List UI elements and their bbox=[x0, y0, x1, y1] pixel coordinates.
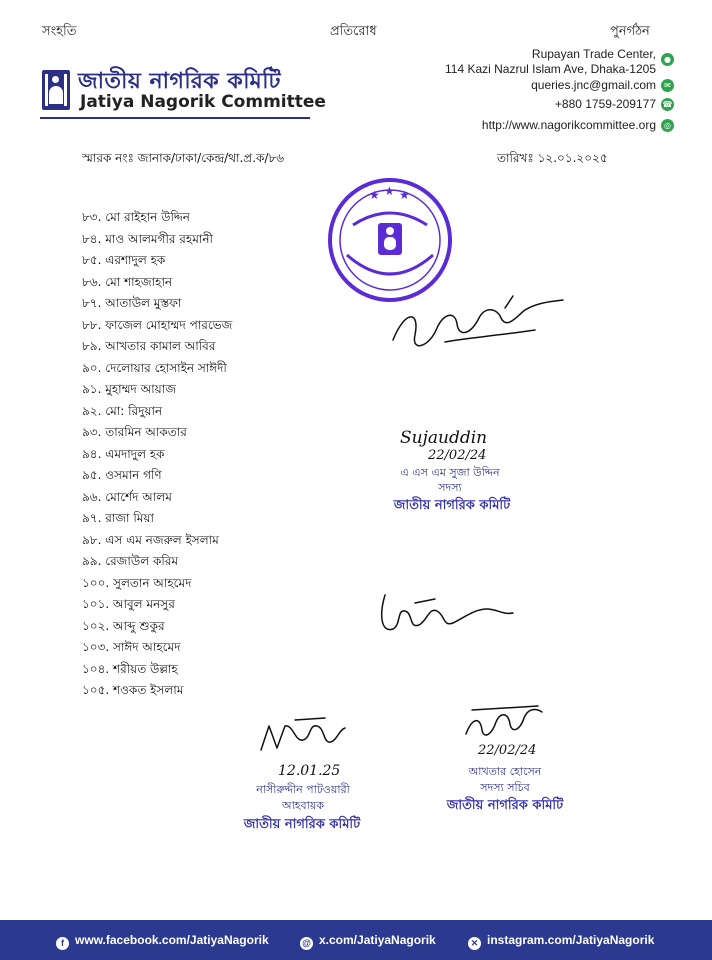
x-link[interactable] bbox=[300, 933, 436, 950]
svg-text:★: ★ bbox=[369, 188, 380, 202]
secretary-name: আখতার হোসেন bbox=[468, 765, 542, 778]
memo-date: তারিখঃ ১২.০১.২০২৫ bbox=[497, 151, 608, 165]
list-item: ১০০. সুলতান আহমেদ bbox=[82, 575, 192, 590]
org-logo-icon bbox=[42, 70, 70, 110]
list-item: ৯৯. রেজাউল করিম bbox=[82, 554, 179, 568]
list-item: ৯০. দেলোয়ার হোসাইন সাঈদী bbox=[82, 360, 227, 375]
list-item: ৮৪. মাও আলমগীর রহমানী bbox=[82, 231, 213, 246]
email-link[interactable]: queries.jnc@gmail.com bbox=[531, 78, 656, 92]
facebook-icon: f bbox=[56, 937, 69, 950]
facebook-link[interactable] bbox=[56, 933, 269, 950]
org-name-bangla: জাতীয় নাগরিক কমিটি bbox=[78, 69, 282, 94]
list-item: ৮৩. মো রাইহান উদ্দিন bbox=[82, 210, 190, 224]
list-item: ৮৯. আখতার কামাল আবির bbox=[82, 339, 216, 353]
address-line-1: Rupayan Trade Center, bbox=[531, 47, 656, 61]
motto-unity: সংহতি bbox=[42, 24, 77, 39]
list-item: ৯২. মো: রিদুয়ান bbox=[82, 403, 163, 418]
convener-name: নাসীরুদ্দীন পাটওয়ারী bbox=[256, 783, 350, 796]
convener-sign-date: 12.01.25 bbox=[278, 763, 341, 779]
signature-3 bbox=[375, 585, 520, 645]
list-item: ৯৩. তারমিন আকতার bbox=[82, 425, 187, 439]
list-item: ১০৩. সাঈদ আহমেদ bbox=[82, 640, 181, 654]
x-label: x.com/JatiyaNagorik bbox=[319, 933, 436, 947]
list-item: ৯৫. ওসমান গণি bbox=[82, 468, 162, 482]
member-role: সদস্য bbox=[438, 481, 462, 494]
member-stamp-org: জাতীয় নাগরিক কমিটি bbox=[393, 498, 511, 513]
members-list bbox=[82, 207, 232, 702]
list-item: ৯১. মুহাম্মদ আয়াজ bbox=[82, 382, 176, 396]
instagram-link[interactable] bbox=[468, 933, 654, 950]
secretary-role: সদস্য সচিব bbox=[480, 781, 530, 794]
svg-text:★: ★ bbox=[384, 184, 395, 198]
phone-number[interactable]: +880 1759-209177 bbox=[554, 97, 656, 111]
list-item: ১০১. আবুল মনসুর bbox=[82, 597, 175, 611]
motto-resistance: প্রতিরোধ bbox=[330, 24, 377, 39]
footer-bar bbox=[0, 920, 712, 960]
website-link[interactable]: http://www.nagorikcommittee.org bbox=[481, 118, 656, 132]
list-item: ৮৭. আতাউল মুস্তফা bbox=[82, 296, 182, 310]
x-icon: ✕ bbox=[468, 937, 481, 950]
address-line-2: 114 Kazi Nazrul Islam Ave, Dhaka-1205 bbox=[444, 62, 656, 76]
list-item: ৯৪. এমদাদুল হক bbox=[82, 446, 165, 461]
secretary-stamp-org: জাতীয় নাগরিক কমিটি bbox=[446, 798, 564, 813]
secretary-sign-date: 22/02/24 bbox=[478, 743, 537, 758]
org-name-english: Jatiya Nagorik Committee bbox=[80, 92, 326, 112]
globe-icon: ◎ bbox=[661, 119, 674, 132]
list-item: ৯৬. মোর্শেদ আলম bbox=[82, 489, 172, 504]
facebook-label: www.facebook.com/JatiyaNagorik bbox=[75, 933, 269, 947]
phone-icon: ☎ bbox=[662, 100, 673, 109]
memo-reference: স্মারক নংঃ জানাক/ঢাকা/কেন্দ্র/থা.প্র.ক/৮৬ bbox=[82, 151, 285, 165]
svg-text:★: ★ bbox=[399, 188, 410, 202]
list-item: ৮৫. এরশাদুল হক bbox=[82, 253, 166, 267]
list-item: ৮৬. মো শাহজাহান bbox=[82, 274, 173, 289]
member-name: এ এস এম সুজা উদ্দিন bbox=[400, 466, 500, 479]
location-icon: ● bbox=[661, 53, 674, 66]
convener-role: আহবায়ক bbox=[281, 799, 325, 812]
secretary-signature bbox=[458, 700, 548, 742]
list-item: ৯৭. রাজা মিয়া bbox=[82, 511, 154, 525]
logo-underline bbox=[40, 117, 310, 119]
email-icon: ✉ bbox=[661, 79, 674, 92]
at-icon: @ bbox=[300, 937, 313, 950]
convener-stamp-org: জাতীয় নাগরিক কমিটি bbox=[243, 817, 361, 832]
member-signature: Sujauddin bbox=[400, 428, 488, 448]
convener-signature bbox=[255, 712, 350, 760]
list-item: ৮৮. ফাজেল মোহাম্মদ পারভেজ bbox=[82, 317, 233, 332]
signature-1 bbox=[385, 280, 580, 365]
list-item: ১০৫. শওকত ইসলাম bbox=[82, 683, 184, 697]
list-item: ১০২. আব্দু শুকুর bbox=[82, 618, 165, 633]
motto-reconstruction: পুনর্গঠন bbox=[610, 24, 650, 39]
list-item: ১০৪. শরীয়ত উল্লাহ bbox=[82, 661, 178, 676]
member-sign-date: 22/02/24 bbox=[428, 448, 487, 463]
instagram-label: instagram.com/JatiyaNagorik bbox=[487, 933, 655, 947]
list-item: ৯৮. এস এম নজরুল ইসলাম bbox=[82, 532, 219, 547]
